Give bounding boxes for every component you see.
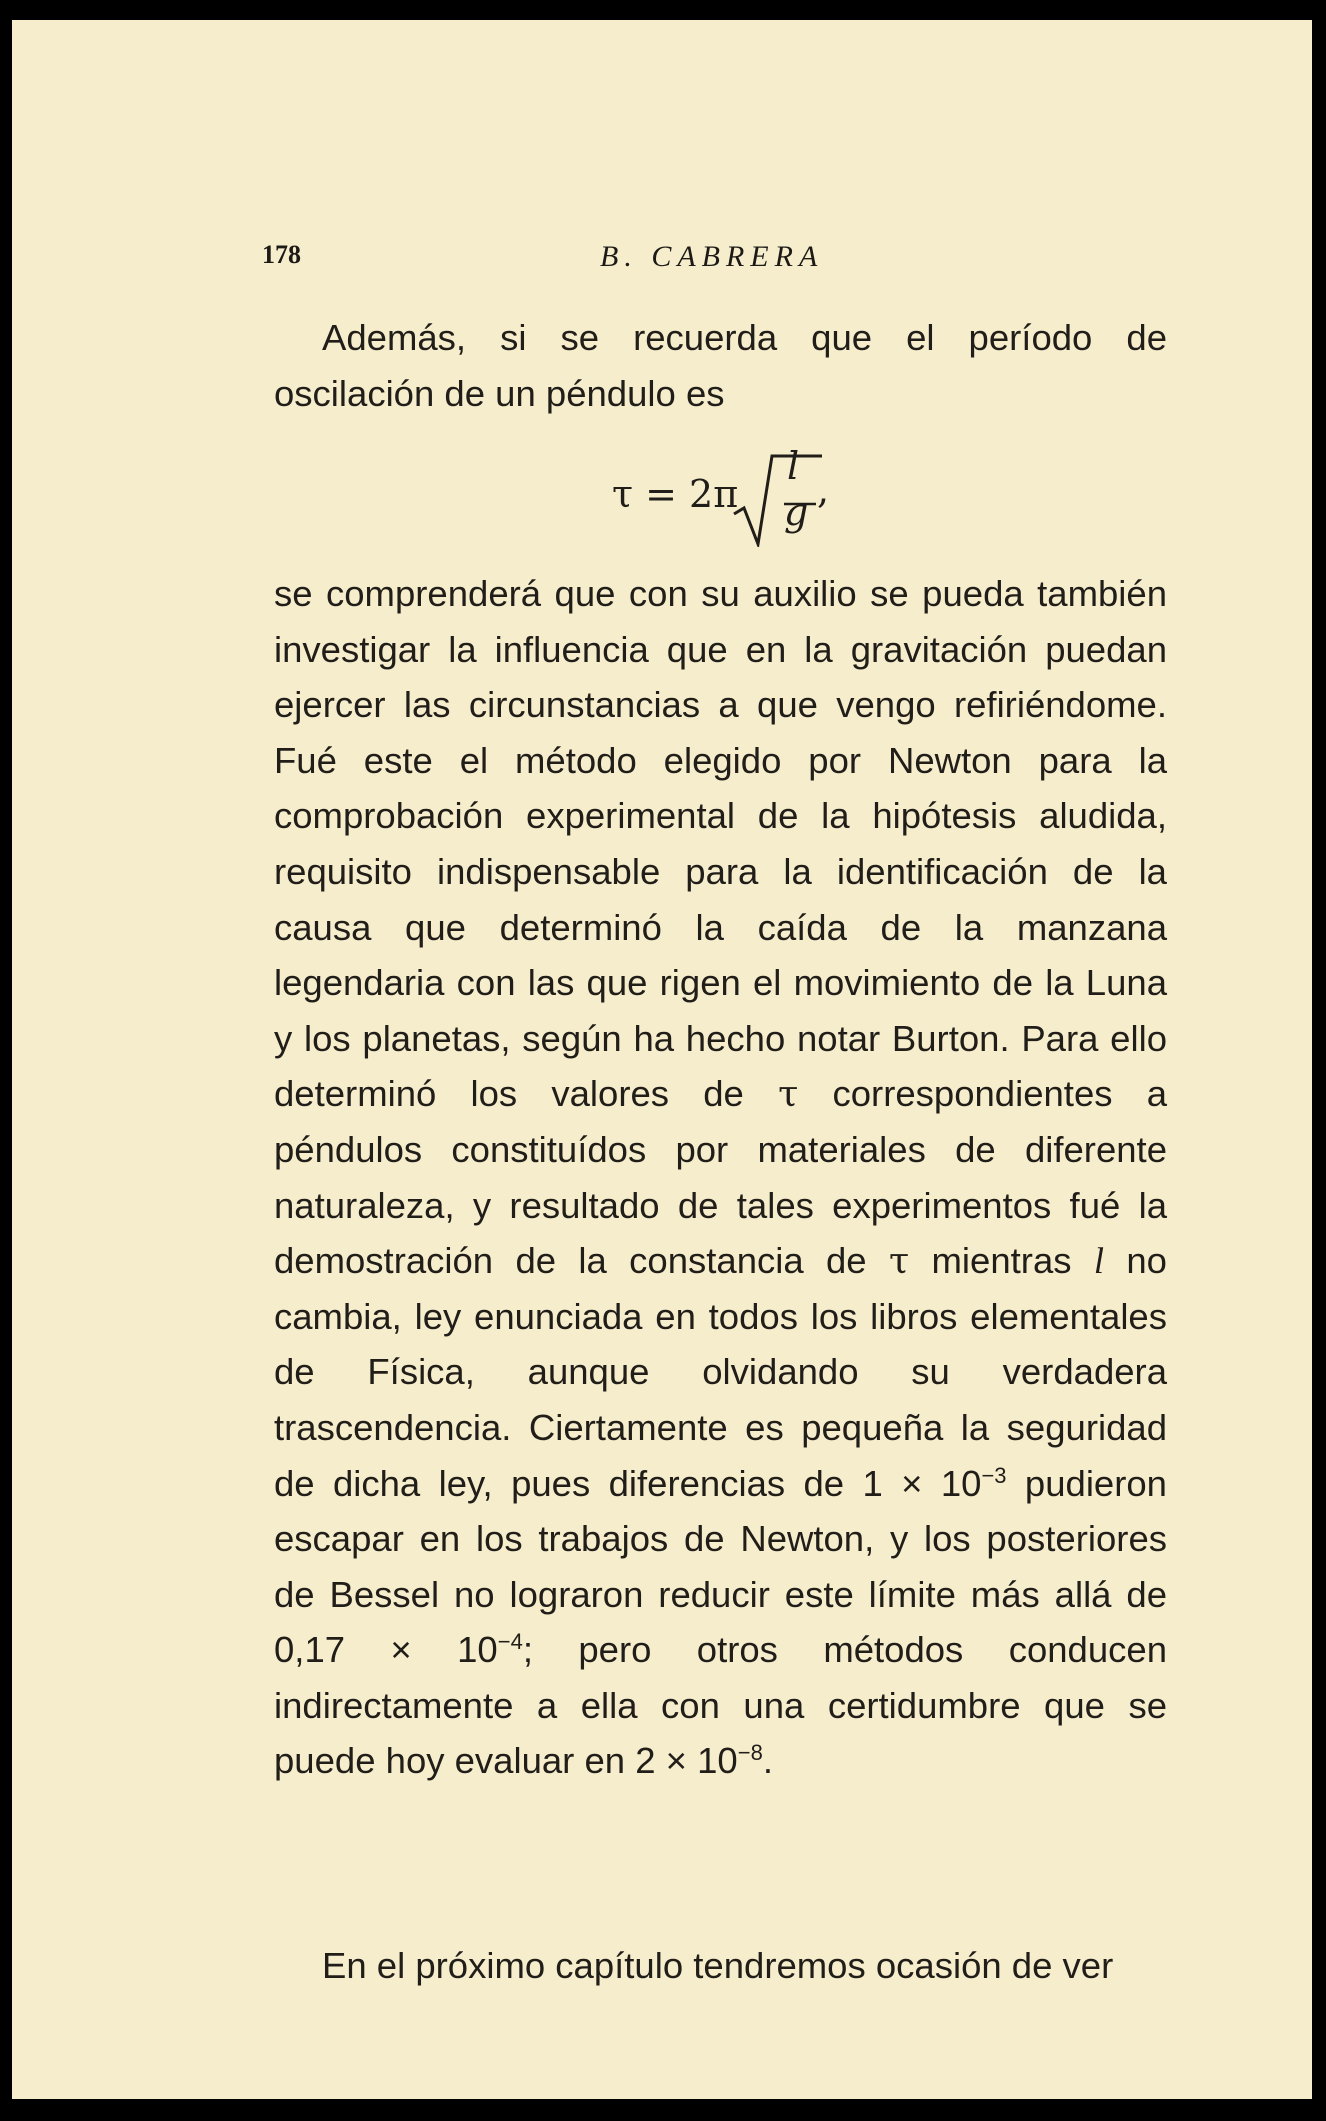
l-symbol: l xyxy=(1093,1240,1105,1282)
paragraph-main-part-c: mientras xyxy=(931,1240,1072,1282)
book-page xyxy=(12,20,1312,2099)
page-header xyxy=(262,240,1142,280)
paragraph-next-chapter: En el próximo capítulo tendremos ocasión de ver xyxy=(322,1945,1114,1986)
paragraph-main-part-a: se comprenderá que con su auxilio se pueda también investigar la influencia que en la gravitación puedan ejercer las circunstancias a que vengo refiriéndome. Fué este el método elegido por Newton para la comprobación experimental de la hipótesis aludida, requisito indispensable para la identificación de la causa que determinó la caída de la manzana legendaria con las que rigen el movimiento de la Luna y los planetas, según ha hecho notar Burton. Para ello determinó los valores de xyxy=(274,573,1167,1115)
paragraph-intro: Además, si se recuerda que el período de oscilación de un péndulo es xyxy=(274,317,1167,414)
exponent-3: −8 xyxy=(737,1740,763,1766)
tau-symbol: τ xyxy=(778,1072,799,1116)
running-head: B. CABRERA xyxy=(600,240,824,273)
formula-denominator: g xyxy=(784,490,809,534)
paragraph-main-part-f: ; pero otros métodos conducen indirectamente a ella con una certidumbre que se puede hoy evaluar en 2 × 10 xyxy=(274,1629,1167,1782)
paragraph-main-part-e: pudieron escapar en los trabajos de Newton, y los posteriores de Bessel no lograron reducir este límite más allá de 0,17 × 10 xyxy=(274,1462,1167,1671)
paragraph-main-part-g: . xyxy=(762,1740,773,1782)
paragraph-main-part-b: correspondientes a péndulos constituídos por materiales de diferente naturaleza, y resultado de tales experimentos fué la demostración de la constancia de xyxy=(274,1073,1167,1282)
paragraph-main xyxy=(274,566,1167,1789)
exponent-1: −3 xyxy=(981,1462,1007,1488)
page-number: 178 xyxy=(262,240,301,269)
square-root-sign xyxy=(732,452,822,547)
formula-numerator: l xyxy=(787,444,800,488)
paragraph-main-part-d: no cambia, ley enunciada en todos los libros elementales de Física, aunque olvidando su verdadera trascendencia. Ciertamente es pequeña la seguridad de dicha ley, pues diferencias de 1 × 10 xyxy=(274,1240,1167,1504)
pendulum-formula xyxy=(612,444,932,552)
formula-lhs: τ = 2π xyxy=(612,472,739,516)
exponent-2: −4 xyxy=(497,1629,523,1655)
formula-comma: , xyxy=(817,468,830,512)
tau-symbol-2: τ xyxy=(888,1239,910,1283)
